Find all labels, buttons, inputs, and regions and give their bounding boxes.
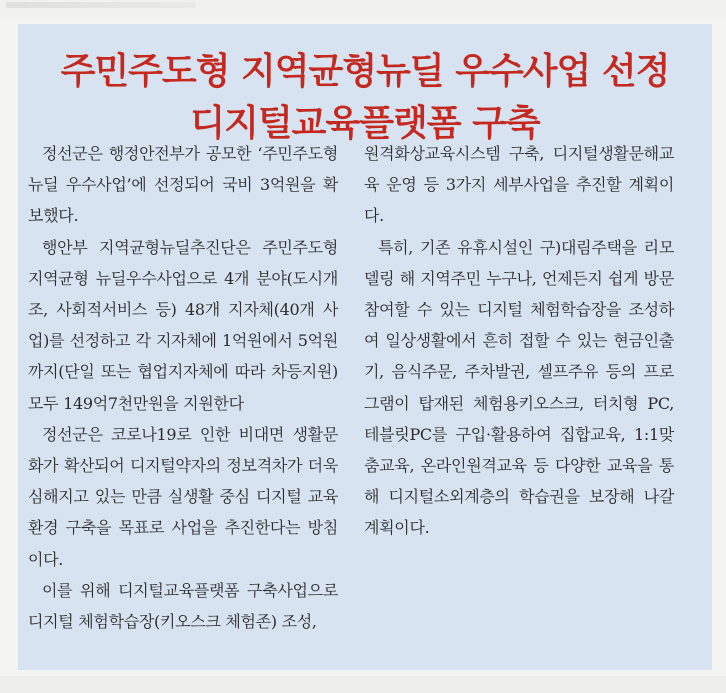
paragraph-2: 행안부 지역균형뉴딜추진단은 주민주도형 지역균형 뉴딜우수사업으로 4개 분야(도시개조, 사회적서비스 등) 48개 지자체(40개 사업)를 선정하고 각 지자체에 1억원에서 5억원 까지(단일 또는 협업지자체에 따라 차등지원) 모두 149억7천만원을 지원한다 — [28, 237, 338, 413]
headline — [18, 46, 712, 150]
paragraph-1: 정선군은 행정안전부가 공모한 ‘주민주도형 뉴딜 우수사업’에 선정되어 국비 3억원을 확보했다. — [28, 144, 338, 226]
bottom-strip — [0, 676, 726, 693]
top-strip — [0, 0, 726, 20]
body-column-right — [364, 138, 674, 544]
headline-line-2: 디지털교육플랫폼 구축 — [190, 103, 540, 144]
body-column-left — [28, 138, 338, 637]
paragraph-4: 이를 위해 디지털교육플랫폼 구축사업으로 디지털 체험학습장(키오스크 체험존) 조성, — [28, 580, 338, 632]
headline-line-1: 주민주도형 지역균형뉴딜 우수사업 선정 — [60, 51, 670, 92]
paragraph-3: 정선군은 코로나19로 인한 비대면 생활문화가 확산되어 디지털약자의 정보격차가 더욱 심해지고 있는 만큼 실생활 중심 디지털 교육 환경 구축을 목표로 사업을 추진한다는 방침이다. — [28, 424, 338, 569]
paragraph-4-continued: 원격화상교육시스템 구축, 디지털생활문해교육 운영 등 3가지 세부사업을 추진할 계획이다. — [364, 144, 674, 226]
paragraph-5: 특히, 기존 유휴시설인 구)대림주택을 리모델링 해 지역주민 누구나, 언제든지 쉽게 방문 참여할 수 있는 디지털 체험학습장을 조성하여 일상생활에서 흔히 접할 수 있는 현금인출기, 음식주문, 주차발권, 셀프주유 등의 프로그램이 탑재된 체험용키오스크, 터치형 PC, 테블릿PC를 구입·활용하여 집합교육, 1:1맞춤교육, 온라인원격교육 등 다양한 교육을 통해 디지털소외계층의 학습권을 보장해 나갈 계획이다. — [364, 237, 674, 538]
faded-header-text — [6, 2, 196, 8]
